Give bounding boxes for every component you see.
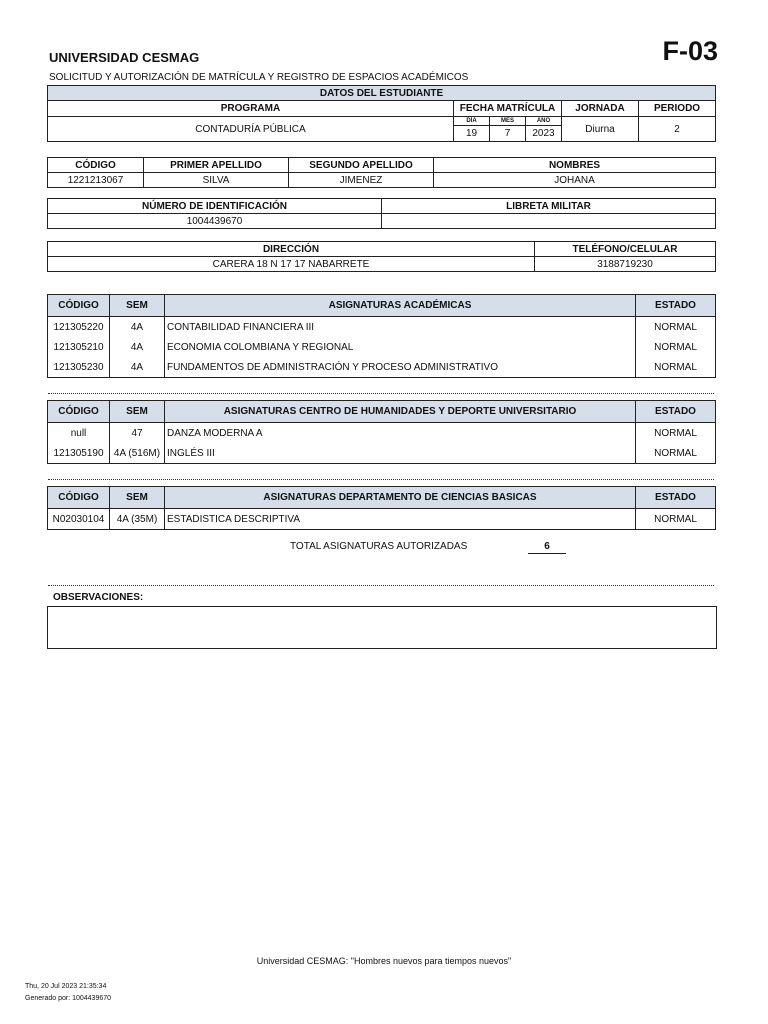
col-sem: SEM: [110, 487, 165, 509]
total-value: 6: [528, 541, 566, 554]
university-name: UNIVERSIDAD CESMAG: [49, 50, 200, 65]
row-sem: 4A: [110, 357, 165, 378]
humanities-subjects-table: [47, 400, 716, 464]
primer-apellido-label: PRIMER APELLIDO: [144, 158, 289, 173]
table-row: [48, 337, 716, 357]
academic-subjects-table: [47, 294, 716, 378]
student-data-table: [47, 85, 716, 142]
codigo-label: CÓDIGO: [48, 158, 144, 173]
row-asignatura: ESTADISTICA DESCRIPTIVA: [165, 509, 636, 530]
dotted-divider: [48, 585, 714, 586]
row-codigo: 121305220: [48, 317, 110, 338]
anio-label: AÑO: [526, 117, 562, 126]
row-estado: NORMAL: [654, 321, 697, 333]
jornada-value: Diurna: [562, 117, 639, 142]
section-title: DATOS DEL ESTUDIANTE: [48, 86, 716, 101]
mes-label: MES: [490, 117, 526, 126]
table-row: [48, 443, 716, 464]
col-estado: ESTADO: [636, 295, 716, 317]
row-sem: 4A: [110, 317, 165, 338]
direccion-value: CARERA 18 N 17 17 NABARRETE: [48, 257, 535, 272]
col-asignaturas: ASIGNATURAS ACADÉMICAS: [165, 295, 636, 317]
codigo-value: 1221213067: [48, 173, 144, 188]
segundo-apellido-value: JIMENEZ: [289, 173, 434, 188]
identification-table: [47, 198, 716, 229]
col-codigo: CÓDIGO: [48, 295, 110, 317]
row-codigo: null: [48, 423, 110, 444]
row-sem: 4A (35M): [110, 509, 165, 530]
identificacion-value: 1004439670: [48, 214, 382, 229]
nombres-value: JOHANA: [434, 173, 716, 188]
programa-label: PROGRAMA: [48, 101, 454, 117]
total-label: TOTAL ASIGNATURAS AUTORIZADAS: [290, 541, 468, 552]
row-estado: NORMAL: [654, 341, 697, 353]
table-row: [48, 357, 716, 378]
document-subtitle: SOLICITUD Y AUTORIZACIÓN DE MATRÍCULA Y REGISTRO DE ESPACIOS ACADÉMICOS: [49, 72, 469, 83]
telefono-label: TELÉFONO/CELULAR: [535, 242, 716, 257]
footer-generated-by: Generado por: 1004439670: [25, 995, 112, 1002]
row-asignatura: DANZA MODERNA A: [165, 423, 636, 444]
periodo-value: 2: [639, 117, 716, 142]
col-estado: ESTADO: [636, 487, 716, 509]
col-asignaturas: ASIGNATURAS CENTRO DE HUMANIDADES Y DEPORTE UNIVERSITARIO: [165, 401, 636, 423]
libreta-label: LIBRETA MILITAR: [382, 199, 716, 214]
row-codigo: 121305190: [48, 443, 110, 464]
col-codigo: CÓDIGO: [48, 487, 110, 509]
footer-motto: Universidad CESMAG: "Hombres nuevos para tiempos nuevos": [256, 956, 512, 966]
identificacion-label: NÚMERO DE IDENTIFICACIÓN: [48, 199, 382, 214]
observations-label: OBSERVACIONES:: [53, 592, 144, 603]
table-row: [48, 509, 716, 530]
col-sem: SEM: [110, 295, 165, 317]
fecha-label: FECHA MATRÍCULA: [454, 101, 562, 117]
row-asignatura: FUNDAMENTOS DE ADMINISTRACIÓN Y PROCESO ADMINISTRATIVO: [165, 357, 636, 378]
nombres-label: NOMBRES: [434, 158, 716, 173]
row-sem: 47: [110, 423, 165, 444]
row-asignatura: INGLÉS III: [165, 443, 636, 464]
sciences-subjects-table: [47, 486, 716, 530]
dotted-divider: [48, 393, 714, 394]
row-sem: 4A (516M): [110, 443, 165, 464]
table-row: [48, 423, 716, 444]
row-codigo: N02030104: [48, 509, 110, 530]
row-codigo: 121305210: [48, 337, 110, 357]
telefono-value: 3188719230: [535, 257, 716, 272]
libreta-value: [382, 214, 716, 229]
col-estado: ESTADO: [636, 401, 716, 423]
periodo-label: PERIODO: [639, 101, 716, 117]
form-code: F-03: [662, 36, 718, 66]
footer-timestamp: Thu, 20 Jul 2023 21:35:34: [25, 983, 107, 990]
student-names-table: [47, 157, 716, 188]
jornada-label: JORNADA: [562, 101, 639, 117]
dia-value: 19: [454, 126, 490, 142]
row-estado: NORMAL: [654, 361, 697, 373]
row-sem: 4A: [110, 337, 165, 357]
address-table: [47, 241, 716, 272]
anio-value: 2023: [526, 126, 562, 142]
table-row: [48, 317, 716, 338]
col-sem: SEM: [110, 401, 165, 423]
dia-label: DÍA: [454, 117, 490, 126]
programa-value: CONTADURÍA PÚBLICA: [48, 117, 454, 142]
dotted-divider: [48, 479, 714, 480]
segundo-apellido-label: SEGUNDO APELLIDO: [289, 158, 434, 173]
row-asignatura: CONTABILIDAD FINANCIERA III: [165, 317, 636, 338]
direccion-label: DIRECCIÓN: [48, 242, 535, 257]
row-estado: NORMAL: [654, 513, 697, 525]
observations-box: [47, 606, 717, 649]
primer-apellido-value: SILVA: [144, 173, 289, 188]
row-estado: NORMAL: [654, 447, 697, 459]
col-codigo: CÓDIGO: [48, 401, 110, 423]
mes-value: 7: [490, 126, 526, 142]
row-estado: NORMAL: [654, 427, 697, 439]
col-asignaturas: ASIGNATURAS DEPARTAMENTO DE CIENCIAS BASICAS: [165, 487, 636, 509]
row-asignatura: ECONOMIA COLOMBIANA Y REGIONAL: [165, 337, 636, 357]
row-codigo: 121305230: [48, 357, 110, 378]
